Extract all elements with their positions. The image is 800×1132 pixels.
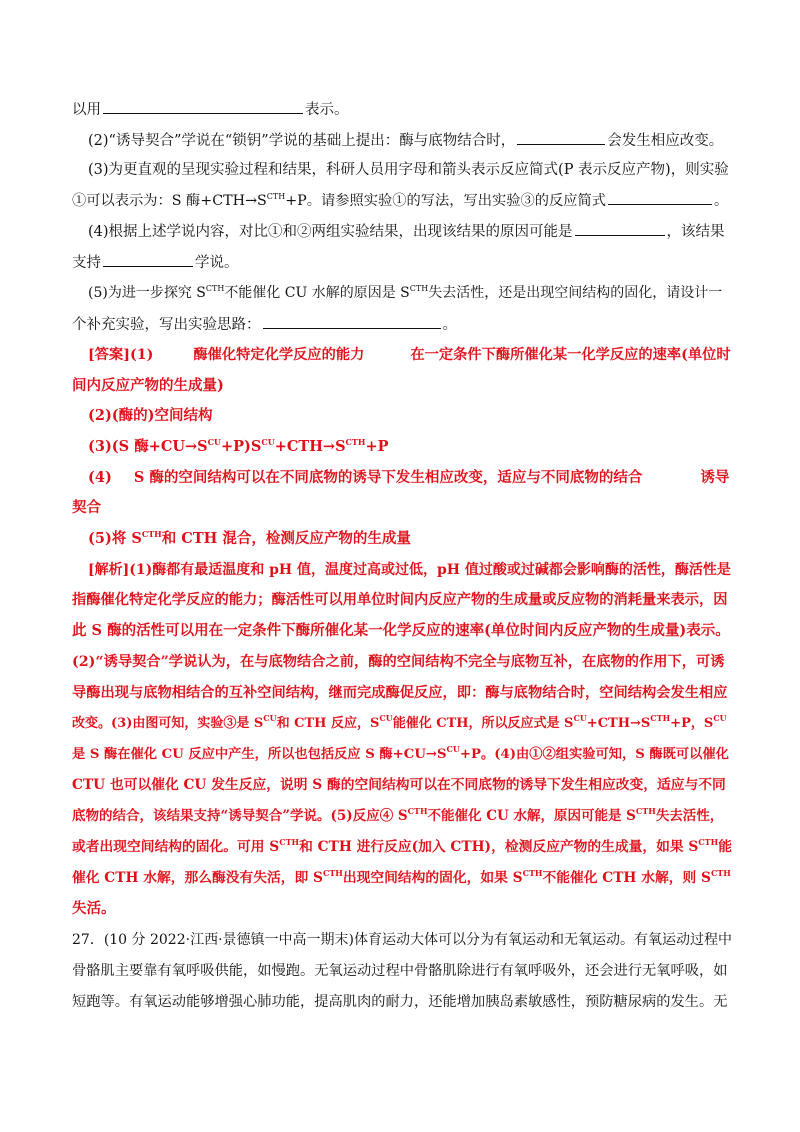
analysis-line [72,652,732,672]
superscript: CTH [522,868,543,878]
answer-text: +P)S [221,438,262,455]
question-line [88,221,732,242]
analysis-line [72,683,732,703]
answer-blank [517,130,605,145]
text: 以用 [72,102,101,118]
text: ，该结果 [666,224,725,240]
question-line [72,930,732,950]
answer-blank [103,99,303,114]
analysis-line [72,590,732,610]
answer-blank [103,252,193,267]
text: (3)为更直观的呈现实验过程和结果，科研人员用字母和箭头表示反应简式(P 表示反应产物)，则实验 [88,162,729,178]
analysis-text: 出现空间结构的固化，如果 S [342,870,523,886]
answer-line [88,406,732,426]
analysis-line [72,837,732,857]
superscript: CTH [322,868,343,878]
superscript: CTH [345,437,366,447]
answer-text: 和 CTH 混合，检测反应产物的生成量 [161,530,411,547]
question-line [72,992,732,1012]
answer-line [88,468,732,488]
analysis-text: 此 S 酶的活性可以用在一定条件下酶所催化某一化学反应的速率(单位时间内反应产物的生成量)表示。 [72,622,730,639]
answer-text: 诱导 [700,469,730,486]
analysis-text: 不能催化 CU 水解，原因可能是 S [427,808,636,824]
question-line [88,283,732,303]
answer-text: +CTH→S [274,438,346,455]
analysis-line [72,806,732,826]
answer-blank [575,221,665,236]
superscript: CTH [635,806,656,816]
analysis-line [72,868,732,888]
superscript: CTH [266,192,286,201]
question-line [72,99,732,120]
analysis-line [72,775,732,795]
analysis-line [72,714,732,734]
analysis-text: (2)“诱导契合”学说认为，在与底物结合之前，酶的空间结构不完全与底物互补，在底物的作用下，可诱 [72,654,725,670]
superscript: CU [573,713,587,723]
answer-text: (3)(S 酶+CU→S [88,438,208,455]
text: +P。请参照实验①的写法，写出实验③的反应简式 [285,193,606,209]
answer-line [72,376,732,396]
analysis-text: [解析](1)酶都有最适温度和 pH 值，温度过高或过低，pH 值过酸或过碱都会影响酶的活性，酶活性是 [88,562,731,578]
superscript: CTH [710,868,731,878]
analysis-line [72,621,732,641]
answer-line [72,498,732,518]
question-line [72,961,732,981]
analysis-line [88,560,732,580]
analysis-text: +P，S [670,716,714,731]
question-27-text: 骨骼肌主要靠有氧呼吸供能，如慢跑。无氧运动过程中骨骼肌除进行有氧呼吸外，还会进行无氧呼吸，如 [72,963,728,979]
question-line [88,130,732,151]
question-line [72,190,732,211]
analysis-line [72,899,732,919]
answer-line [88,529,732,549]
analysis-text: 和 CTH 反应，S [276,716,380,731]
analysis-text: CTU 也可以催化 CU 发生反应，说明 S 酶的空间结构可以在不同底物的诱导下发生相应改变，适应与不同 [72,777,726,793]
superscript: CTH [407,806,428,816]
analysis-text: +P。(4)由①②组实验可知，S 酶既可以催化 [459,747,729,762]
text: 个补充实验，写出实验思路： [72,317,261,333]
answer-text: 契合 [72,499,101,516]
analysis-text: 指酶催化特定化学反应的能力；酶活性可以用单位时间内反应产物的生成量或反应物的消耗量来表示，因 [72,592,728,608]
answer-label: [答案](1) [88,347,154,363]
superscript: CTH [279,837,300,847]
analysis-text: 失去活性， [655,808,724,824]
analysis-text: 能催化 CTH，所以反应式是 S [392,716,574,731]
text: 学说。 [195,255,239,271]
answer-text: (2)(酶的)空间结构 [88,407,213,424]
superscript: CU [713,713,727,723]
text: ①可以表示为：S 酶+CTH→S [72,193,267,209]
superscript: CTH [205,284,225,293]
question-line [88,160,732,180]
answer-blank [263,314,441,329]
text: (5)为进一步探究 S [88,285,206,301]
superscript: CTH [141,529,162,539]
analysis-text: 或者出现空间结构的固化。可用 S [72,839,280,855]
question-line [72,314,732,335]
superscript: CU [379,713,393,723]
superscript: CTH [698,837,719,847]
superscript: CTH [650,713,671,723]
superscript: CU [261,437,275,447]
analysis-text: 不能催化 CTH 水解，则 S [542,870,711,886]
analysis-line [72,745,732,765]
analysis-text: 催化 CTH 水解，那么酶没有失活，即 S [72,870,323,886]
text: (4)根据上述学说内容，对比①和②两组实验结果，出现该结果的原因可能是 [88,224,573,240]
superscript: CU [446,744,460,754]
superscript: CU [207,437,221,447]
text: 不能催化 CU 水解的原因是 S [224,285,410,301]
text: 。 [442,317,457,333]
text: 会发生相应改变。 [607,133,724,149]
analysis-text: 是 S 酶在催化 CU 反应中产生，所以也包括反应 S 酶+CU→S [72,747,447,762]
answer-line [88,345,732,365]
analysis-text: 导酶出现与底物相结合的互补空间结构，继而完成酶促反应，即：酶与底物结合时，空间结构会发生相应 [72,685,728,701]
text: 表示。 [305,102,349,118]
text: 支持 [72,255,101,271]
text: 。 [714,193,729,209]
analysis-text: 改变。(3)由图可知，实验③是 S [72,716,264,731]
text: (2)“诱导契合”学说在“锁钥”学说的基础上提出：酶与底物结合时， [88,133,516,149]
superscript: CU [263,713,277,723]
answer-text: 间内反应产物的生成量) [72,377,224,394]
analysis-text: 和 CTH 进行反应(加入 CTH)，检测反应产物的生成量，如果 S [299,839,699,855]
answer-text: 在一定条件下酶所催化某一化学反应的速率(单位时 [410,347,731,363]
analysis-text: 失活。 [72,900,116,917]
superscript: CTH [409,284,429,293]
question-line [72,252,732,273]
answer-text: +P [365,438,389,455]
analysis-text: 底物的结合，该结果支持“诱导契合”学说。(5)反应④ S [72,808,408,824]
analysis-text: +CTH→S [586,716,651,731]
answer-label: (4) [88,469,112,486]
answer-text: S 酶的空间结构可以在不同底物的诱导下发生相应改变，适应与不同底物的结合 [133,469,643,486]
answer-blank [608,190,712,205]
answer-text: 酶催化特定化学反应的能力 [193,347,365,363]
text: 失去活性，还是出现空间结构的固化，请设计一 [428,285,723,301]
analysis-text: 能 [718,839,732,855]
question-27-text: 27．(10 分 2022·江西·景德镇一中高一期末)体育运动大体可以分为有氧运动和无氧运动。有氧运动过程中 [72,932,732,948]
answer-line [88,437,732,457]
question-27-text: 短跑等。有氧运动能够增强心肺功能，提高肌肉的耐力，还能增加胰岛素敏感性，预防糖尿病的发生。无 [72,994,728,1010]
answer-text: (5)将 S [88,530,142,547]
